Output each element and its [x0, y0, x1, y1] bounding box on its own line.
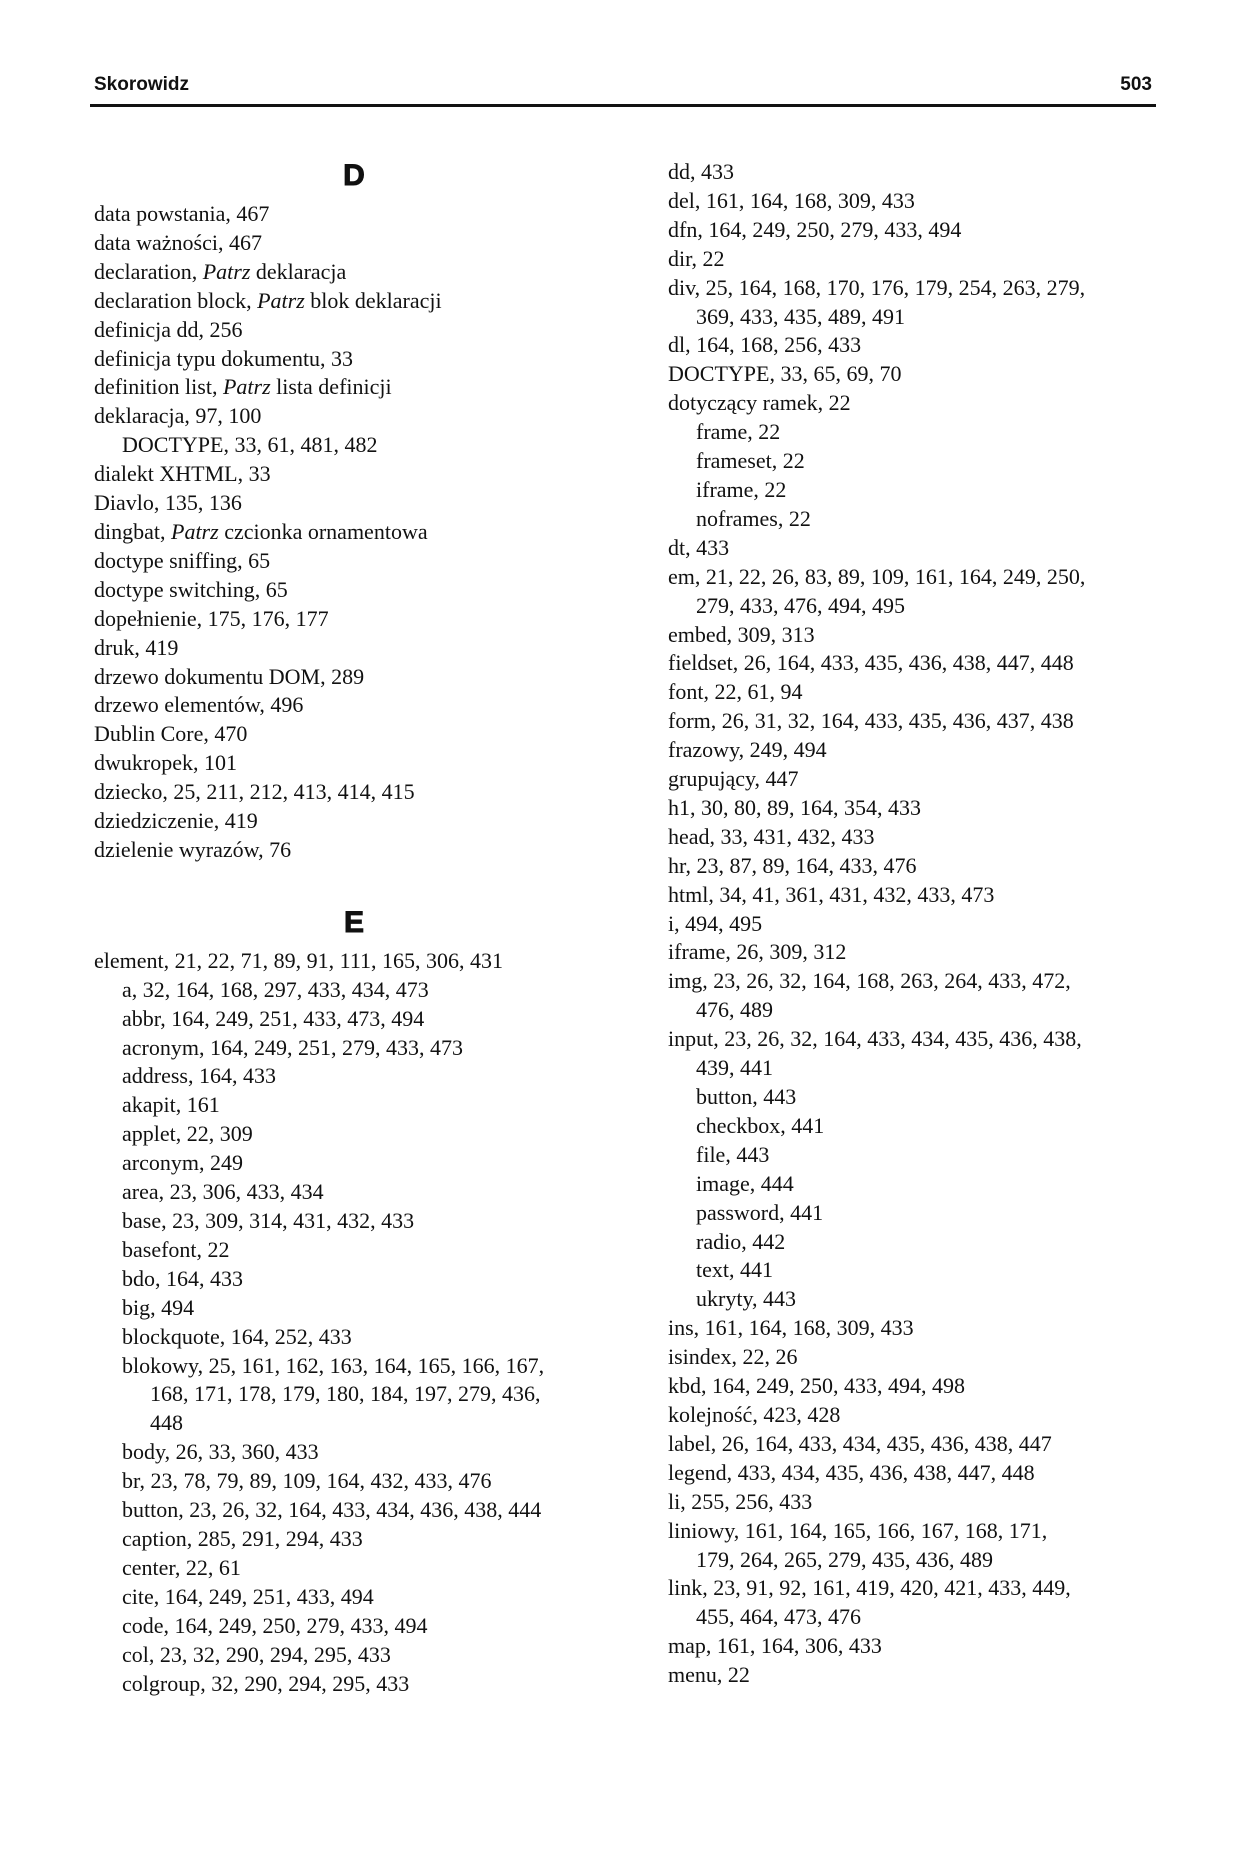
see-reference: Patrz [222, 374, 271, 400]
index-subentry: ukryty, 443 [696, 1286, 797, 1312]
index-subentry: 179, 264, 265, 279, 435, 436, 489 [696, 1546, 993, 1572]
index-subentry: acronym, 164, 249, 251, 279, 433, 473 [122, 1034, 463, 1060]
index-entry: grupujący, 447 [668, 766, 799, 792]
header-section-title: Skorowidz [94, 74, 190, 95]
section-gap [94, 865, 614, 905]
index-entry: kolejność, 423, 428 [668, 1401, 841, 1427]
index-subentry: password, 441 [696, 1199, 824, 1225]
index-subentry: blokowy, 25, 161, 162, 163, 164, 165, 166, 167, [122, 1352, 545, 1378]
index-entry: dd, 433 [668, 159, 734, 184]
index-column-right [668, 158, 1168, 1690]
index-entry: del, 161, 164, 168, 309, 433 [668, 187, 915, 213]
running-header [90, 74, 1156, 104]
index-entry: dwukropek, 101 [94, 750, 237, 776]
index-column-left [94, 158, 614, 1698]
index-entry: dotyczący ramek, 22 [668, 390, 851, 416]
index-subentry: code, 164, 249, 250, 279, 433, 494 [122, 1612, 428, 1638]
section-letter: D [343, 159, 365, 192]
index-entry: frazowy, 249, 494 [668, 737, 827, 763]
index-subentry: arconym, 249 [122, 1150, 243, 1176]
index-subentry: 168, 171, 178, 179, 180, 184, 197, 279, 436, [150, 1381, 541, 1407]
index-subentry: base, 23, 309, 314, 431, 432, 433 [122, 1208, 415, 1233]
index-subentry: file, 443 [696, 1141, 770, 1167]
index-entry: element, 21, 22, 71, 89, 91, 111, 165, 306, 431 [94, 947, 503, 973]
index-entry: dziedziczenie, 419 [94, 808, 258, 834]
index-entry: dir, 22 [668, 245, 725, 271]
index-subentry: 439, 441 [696, 1055, 773, 1081]
see-reference: Patrz [171, 518, 219, 544]
index-entry: dopełnienie, 175, 176, 177 [94, 605, 329, 631]
index-entry: data ważności, 467 [94, 229, 262, 255]
section-letter: E [343, 905, 364, 939]
index-entry [94, 518, 614, 547]
index-subentry: center, 22, 61 [122, 1554, 241, 1580]
index-entry [94, 287, 614, 316]
entry-target: blok deklaracji [304, 287, 442, 313]
see-reference: Patrz [202, 258, 251, 284]
index-entry: fieldset, 26, 164, 433, 435, 436, 438, 447, 448 [668, 650, 1074, 676]
index-entry: html, 34, 41, 361, 431, 432, 433, 473 [668, 881, 995, 907]
index-subentry: frame, 22 [696, 419, 781, 445]
index-entry: drzewo dokumentu DOM, 289 [94, 663, 365, 689]
index-subentry: akapit, 161 [122, 1092, 220, 1118]
index-entry: liniowy, 161, 164, 165, 166, 167, 168, 171, [668, 1517, 1048, 1543]
index-entry: legend, 433, 434, 435, 436, 438, 447, 448 [668, 1459, 1035, 1485]
index-subentry: checkbox, 441 [696, 1112, 825, 1138]
index-entry: drzewo elementów, 496 [94, 692, 304, 718]
entry-target: czcionka ornamentowa [218, 518, 428, 544]
header-rule [90, 104, 1156, 107]
index-entry: Dublin Core, 470 [94, 721, 248, 747]
index-entry: font, 22, 61, 94 [668, 679, 803, 705]
index-entry: doctype switching, 65 [94, 576, 288, 602]
entry-term: definition list, [94, 374, 223, 400]
index-subentry: 369, 433, 435, 489, 491 [696, 303, 905, 329]
index-entry: form, 26, 31, 32, 164, 433, 435, 436, 437, 438 [668, 708, 1074, 734]
index-entry [94, 373, 614, 402]
index-entry: definicja dd, 256 [94, 316, 243, 342]
index-entry: menu, 22 [668, 1662, 750, 1688]
index-entry: h1, 30, 80, 89, 164, 354, 433 [668, 794, 921, 820]
index-entry: data powstania, 467 [94, 201, 270, 226]
index-subentry: image, 444 [696, 1170, 794, 1196]
index-subentry: noframes, 22 [696, 505, 811, 531]
index-subentry: 476, 489 [696, 997, 773, 1023]
index-entry: hr, 23, 87, 89, 164, 433, 476 [668, 852, 917, 878]
index-subentry: bdo, 164, 433 [122, 1265, 243, 1291]
index-subentry: iframe, 22 [696, 476, 787, 502]
index-subentry: text, 441 [696, 1257, 773, 1283]
index-subentry: radio, 442 [696, 1228, 786, 1254]
index-subentry: col, 23, 32, 290, 294, 295, 433 [122, 1641, 391, 1667]
index-subentry: 455, 464, 473, 476 [696, 1604, 861, 1630]
index-entry: dialekt XHTML, 33 [94, 461, 271, 487]
index-subentry: 448 [150, 1410, 183, 1436]
see-reference: Patrz [257, 287, 305, 313]
index-entry: definicja typu dokumentu, 33 [94, 345, 354, 371]
index-entry: embed, 309, 313 [668, 621, 815, 647]
index-entry: ins, 161, 164, 168, 309, 433 [668, 1315, 914, 1341]
entry-target: lista definicji [270, 374, 392, 400]
index-subentry: button, 443 [696, 1084, 797, 1109]
index-subentry: basefont, 22 [122, 1236, 230, 1262]
entry-term: dingbat, [94, 518, 171, 544]
index-subentry: big, 494 [122, 1294, 195, 1320]
index-entry: DOCTYPE, 33, 65, 69, 70 [668, 361, 902, 387]
index-entry: map, 161, 164, 306, 433 [668, 1633, 882, 1659]
index-entry: iframe, 26, 309, 312 [668, 939, 847, 965]
index-subentry: area, 23, 306, 433, 434 [122, 1179, 324, 1205]
index-subentry: address, 164, 433 [122, 1063, 276, 1089]
index-entry: dt, 433 [668, 534, 730, 560]
index-subentry: caption, 285, 291, 294, 433 [122, 1525, 363, 1551]
index-entry: input, 23, 26, 32, 164, 433, 434, 435, 436, 438, [668, 1026, 1082, 1052]
index-subentry: cite, 164, 249, 251, 433, 494 [122, 1583, 374, 1609]
index-entry: isindex, 22, 26 [668, 1344, 798, 1370]
index-entry: li, 255, 256, 433 [668, 1488, 813, 1514]
index-subentry: button, 23, 26, 32, 164, 433, 434, 436, 438, 444 [122, 1497, 542, 1523]
index-subentry: applet, 22, 309 [122, 1121, 253, 1147]
header-page-number: 503 [1120, 74, 1152, 95]
index-subentry: frameset, 22 [696, 448, 805, 474]
index-subentry: body, 26, 33, 360, 433 [122, 1439, 319, 1465]
index-entry: Diavlo, 135, 136 [94, 490, 242, 516]
index-entry [94, 258, 614, 287]
index-entry: dziecko, 25, 211, 212, 413, 414, 415 [94, 779, 415, 805]
index-subentry: DOCTYPE, 33, 61, 481, 482 [122, 432, 378, 458]
index-entry: dfn, 164, 249, 250, 279, 433, 494 [668, 216, 962, 242]
index-entry: i, 494, 495 [668, 910, 763, 936]
index-subentry: colgroup, 32, 290, 294, 295, 433 [122, 1670, 410, 1696]
index-entry: head, 33, 431, 432, 433 [668, 823, 875, 849]
index-subentry: 279, 433, 476, 494, 495 [696, 592, 905, 618]
index-subentry: br, 23, 78, 79, 89, 109, 164, 432, 433, 476 [122, 1468, 492, 1494]
entry-term: declaration block, [94, 287, 258, 313]
entry-term: declaration, [94, 258, 203, 284]
index-entry: img, 23, 26, 32, 164, 168, 263, 264, 433, 472, [668, 968, 1071, 994]
index-entry: deklaracja, 97, 100 [94, 403, 262, 429]
index-entry: label, 26, 164, 433, 434, 435, 436, 438, 447 [668, 1430, 1052, 1456]
index-entry: druk, 419 [94, 634, 179, 660]
index-subentry: blockquote, 164, 252, 433 [122, 1323, 352, 1349]
index-subentry: abbr, 164, 249, 251, 433, 473, 494 [122, 1005, 425, 1031]
index-entry: dl, 164, 168, 256, 433 [668, 332, 862, 358]
index-subentry: a, 32, 164, 168, 297, 433, 434, 473 [122, 976, 429, 1002]
index-entry: link, 23, 91, 92, 161, 419, 420, 421, 433, 449, [668, 1575, 1071, 1601]
index-entry: doctype sniffing, 65 [94, 547, 271, 573]
index-entry: em, 21, 22, 26, 83, 89, 109, 161, 164, 249, 250, [668, 563, 1086, 589]
index-entry: kbd, 164, 249, 250, 433, 494, 498 [668, 1373, 965, 1399]
entry-target: deklaracja [250, 258, 347, 284]
index-entry: div, 25, 164, 168, 170, 176, 179, 254, 263, 279, [668, 274, 1086, 300]
index-entry: dzielenie wyrazów, 76 [94, 836, 292, 862]
